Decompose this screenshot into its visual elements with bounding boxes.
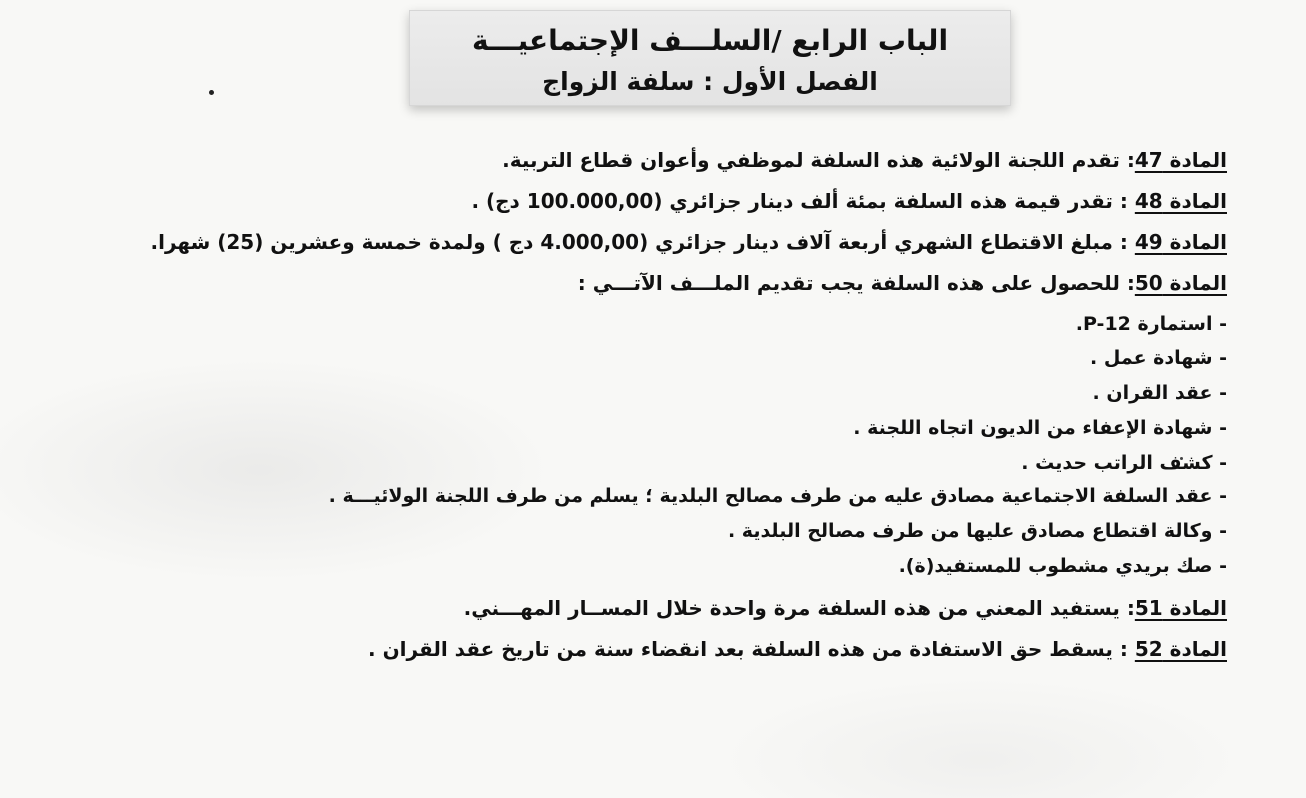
article-50 bbox=[578, 269, 1227, 297]
speck-mark bbox=[209, 90, 214, 95]
article-label: المادة 48 bbox=[1134, 189, 1227, 213]
article-text: : تقدر قيمة هذه السلفة بمئة ألف دينار جزائري (100.000,00 دج) . bbox=[471, 189, 1135, 213]
article-47 bbox=[502, 146, 1227, 174]
document-list-item: - صك بريدي مشطوب للمستفيد(ة). bbox=[898, 555, 1227, 577]
article-52 bbox=[368, 635, 1227, 663]
article-label: المادة 50 bbox=[1134, 271, 1227, 295]
document-list-item: - شهادة الإعفاء من الديون اتجاه اللجنة . bbox=[853, 417, 1227, 439]
article-49 bbox=[150, 228, 1227, 256]
article-label: المادة 51 bbox=[1134, 596, 1227, 620]
document-list-item: - وكالة اقتطاع مصادق عليها من طرف مصالح البلدية . bbox=[727, 520, 1227, 542]
article-text: : تقدم اللجنة الولائية هذه السلفة لموظفي وأعوان قطاع التربية. bbox=[502, 148, 1135, 172]
document-list-item: - استمارة P-12. bbox=[1075, 313, 1227, 335]
article-text: : للحصول على هذه السلفة يجب تقديم الملـــف الآتـــي : bbox=[577, 271, 1135, 295]
article-48 bbox=[471, 187, 1227, 215]
article-text: : يسقط حق الاستفادة من هذه السلفة بعد انقضاء سنة من تاريخ عقد القران . bbox=[368, 637, 1135, 661]
article-label: المادة 52 bbox=[1134, 637, 1227, 661]
document-list-item: - عقد السلفة الاجتماعية مصادق عليه من طرف مصالح البلدية ؛ يسلم من طرف اللجنة الولائيـــة . bbox=[328, 485, 1227, 507]
section-title: الفصل الأول : سلفة الزواج bbox=[542, 67, 878, 96]
article-51 bbox=[464, 594, 1227, 622]
document-list-item: - شهادة عمل . bbox=[1090, 347, 1227, 369]
document-list-item: - كشف الراتب حديث . bbox=[1021, 452, 1227, 474]
article-label: المادة 47 bbox=[1134, 148, 1227, 172]
chapter-header-box bbox=[409, 10, 1011, 106]
chapter-title: الباب الرابع /السلـــف الإجتماعيـــة bbox=[471, 24, 949, 57]
article-text: : يستفيد المعني من هذه السلفة مرة واحدة خلال المســار المهـــني. bbox=[463, 596, 1135, 620]
article-label: المادة 49 bbox=[1134, 230, 1227, 254]
article-text: : مبلغ الاقتطاع الشهري أربعة آلاف دينار جزائري (4.000,00 دج ) ولمدة خمسة وعشرين (25) شهرا. bbox=[150, 230, 1135, 254]
document-list-item: - عقد القران . bbox=[1092, 382, 1227, 404]
